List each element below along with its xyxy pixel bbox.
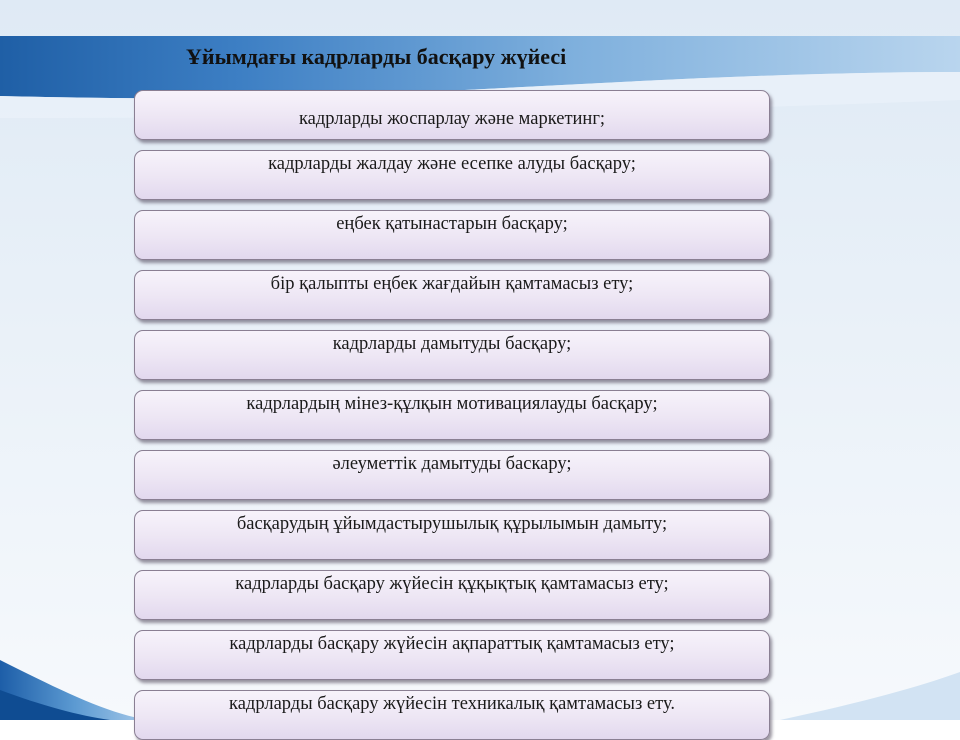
function-box-personnel-planning: кадрларды жоспарлау және маркетинг;	[134, 90, 770, 140]
function-box-org-structure: басқарудың ұйымдастырушылық құрылымын дамыту;	[134, 510, 770, 560]
function-box-personnel-development: кадрларды дамытуды басқару;	[134, 330, 770, 380]
slide-title: Ұйымдағы кадрларды басқару жүйесі	[186, 44, 567, 69]
function-box-legal-support: кадрларды басқару жүйесін құқықтық қамтамасыз ету;	[134, 570, 770, 620]
function-box-technical-support: кадрларды басқару жүйесін техникалық қамтамасыз ету.	[134, 690, 770, 740]
function-box-working-conditions: бір қалыпты еңбек жағдайын қамтамасыз ету;	[134, 270, 770, 320]
function-box-hiring-accounting: кадрларды жалдау және есепке алуды басқару;	[134, 150, 770, 200]
function-box-labor-relations: еңбек қатынастарын басқару;	[134, 210, 770, 260]
function-box-behavior-motivation: кадрлардың мінез-құлқын мотивациялауды басқару;	[134, 390, 770, 440]
function-box-information-support: кадрларды басқару жүйесін ақпараттық қамтамасыз ету;	[134, 630, 770, 680]
function-box-social-development: әлеуметтік дамытуды баскару;	[134, 450, 770, 500]
